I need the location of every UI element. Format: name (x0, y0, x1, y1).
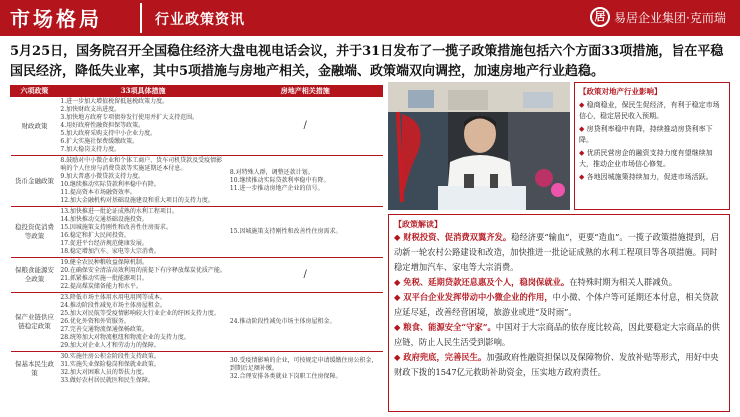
interpretation-body: 中小微、个体户等可延期还本付息，相关贷款应延尽延，改善经营困境，旅游业或进“及时雨”。 (394, 292, 719, 317)
table-row (11, 293, 383, 352)
header-bar (0, 0, 740, 36)
diamond-bullet-icon: ◆ (394, 292, 404, 302)
real-estate-measures: 8.对特殊人群，调整还款计划。 10.继续推动实际贷款利率稳中有降。 11.进一步推动房地产企业的信号。 (228, 156, 383, 207)
impact-item (579, 124, 725, 146)
real-estate-measures: 30.受疫情影响的企业，可按规定申请缓缴住房公积金，到期后足额补缴。 32.合理安排各类就业下岗职工住房保障。 (228, 352, 383, 387)
policy-measures: 23.降低市场主体用水用电用网等成本。 24.推动阶段性减免市场主体房屋租金。 25.加大对民航等受疫情影响较大行业企业的纾困支持力度。 26.优化外资和外贸服务。 27.完善交通物流保通保畅政策。 28.统筹加大对物流枢纽和物流企业的支持力度。 29.加大对企业人才和劳动力的保障。 (58, 293, 228, 352)
policy-measures: 1.进一步加大增值税留抵退税政策力度。 2.加快财政支出进度。 3.加快地方政府专项债券发行使用并扩大支持范围。 4.用好政府性融资担保等政策。 5.加大政府采购支持中小企业力度。 6.扩大实施社保费缓缴政策。 7.加大稳岗支持力度。 (58, 97, 228, 156)
interpretation-paragraph (394, 320, 724, 350)
impact-box (574, 82, 730, 210)
impact-item (579, 172, 725, 183)
interpretation-body: 加强政府性融资担保以及保障物价、发放补贴等形式，用好中央财政下拨的1547亿元救助补助资金，压实地方政府责任。 (394, 352, 719, 377)
interpretation-body: 中国对于大宗商品的依存度比较高，因此要稳定大宗商品的供应链，防止人民生活受到影响。 (394, 322, 720, 347)
impact-item (579, 148, 725, 170)
page-subtitle: 行业政策资讯 (155, 12, 245, 28)
interpretation-title: 【政策解读】 (394, 219, 442, 229)
table-row (11, 352, 383, 387)
interpretation-paragraph (394, 275, 724, 290)
table-body (11, 97, 383, 387)
header-divider (140, 3, 142, 33)
policy-table (10, 85, 383, 386)
table-header-measures: 33项具体措施 (58, 86, 228, 97)
diamond-bullet-icon: ◆ (579, 149, 587, 157)
real-estate-measures: 24.推动阶段性减免市场主体房屋租金。 (228, 293, 383, 352)
meeting-photo (388, 82, 570, 210)
diamond-bullet-icon: ◆ (394, 352, 404, 362)
real-estate-measures: 15.因城施策支持刚性和改善性住房需求。 (228, 207, 383, 258)
interpretation-heading: 粮食、能源安全“守家”。 (403, 322, 496, 332)
interpretation-box (388, 214, 730, 412)
interpretation-body: 在特殊时期为相关人群减负。 (569, 277, 678, 287)
interpretation-heading: 免税、延期贷款还息惠及个人，稳岗保就业。 (403, 277, 570, 287)
diamond-bullet-icon: ◆ (579, 101, 587, 109)
real-estate-measures: / (228, 258, 383, 293)
diamond-bullet-icon: ◆ (394, 232, 404, 242)
policy-category: 财政政策 (11, 97, 59, 156)
policy-category: 稳投资促消费等政策 (11, 207, 59, 258)
policy-category: 保基本民生政策 (11, 352, 59, 387)
impact-list (579, 100, 725, 183)
interpretation-heading: 双平台企业发挥带动中小微企业的作用， (403, 292, 553, 302)
impact-item-text: 各地因城施策持续加力，促进市场活跃。 (586, 173, 713, 181)
logo-icon: 居 (590, 7, 610, 27)
policy-category: 保产业链供应链稳定政策 (11, 293, 59, 352)
company-logo (590, 7, 730, 29)
lead-paragraph: 5月25日，国务院召开全国稳住经济大盘电视电话会议，并于31日发布了一揽子政策措施包括六个方面33项措施，旨在平稳国民经济，降低失业率，其中5项措施与房地产相关，金融端、政策端双向调控，加速房地产行业趋稳。 (10, 44, 724, 79)
table-header-related: 房地产相关措施 (228, 86, 383, 97)
impact-item-text: 房贷利率稳中有降，持续推动房贷利率下降。 (579, 125, 713, 144)
diamond-bullet-icon: ◆ (394, 277, 404, 287)
impact-box-title: 【政策对地产行业影响】 (579, 87, 662, 96)
diamond-bullet-icon: ◆ (394, 322, 404, 332)
table-row (11, 258, 383, 293)
diamond-bullet-icon: ◆ (579, 173, 587, 181)
interpretation-heading: 政府兜底，完善民生。 (403, 352, 487, 362)
real-estate-measures: / (228, 97, 383, 156)
table-row (11, 156, 383, 207)
policy-category: 保粮食能源安全政策 (11, 258, 59, 293)
policy-measures: 13.加快推进一批论证成熟的水利工程项目。 14.加快推动交通基础设施投资。 15.因城施策支持刚性和改善性住房需求。 16.稳定和扩大民间投资。 17.促进平台经济规范健康发展。 18.稳定增加汽车、家电等大宗消费。 (58, 207, 228, 258)
meeting-photo-illustration (388, 82, 570, 210)
interpretation-body: 稳经济要“输血”，更要“造血”。一揽子政策措施提到，启动新一轮农村公路建设和改造，加快推进一批论证成熟的水利工程项目等各项措施。同时稳定增加汽车、家电等大宗消费。 (394, 232, 719, 272)
interpretation-paragraph (394, 230, 724, 275)
policy-measures: 19.健全农民种粮收益保障机制。 20.在确保安全清洁高效利用的前提下有序释放煤炭优质产能。 21.抓紧推动实施一批能源项目。 22.提高煤炭储备能力和水平。 (58, 258, 228, 293)
table-row (11, 97, 383, 156)
impact-item-text: 优质民营房企的融资支持力度有望继续加大，推动企业市场信心修复。 (579, 149, 713, 168)
policy-measures: 8.鼓励对中小微企业和个体工商户、货车司机贷款及受疫情影响的个人住房与消费贷款等实施延期还本付息。 9.加大普惠小微贷款支持力度。 10.继续推动实际贷款利率稳中有降。 11.提高资本市场融资效率。 12.加大金融机构对基础设施建设和重大项目的支持力度。 (58, 156, 228, 207)
policy-measures: 30.实施住房公积金阶段性支持政策。 31.实施失业保险稳岗和保就业政策。 32.加大对困难人员的帮扶力度。 33.做好农村居民就医和民生保障。 (58, 352, 228, 387)
table-header-category: 六项政策 (11, 86, 59, 97)
interpretation-list (394, 230, 724, 380)
interpretation-paragraph (394, 290, 724, 320)
table-row (11, 207, 383, 258)
logo-text: 易居企业集团·克而瑞 (614, 11, 726, 25)
diamond-bullet-icon: ◆ (579, 125, 587, 133)
interpretation-heading: 财税投资、促消费双翼齐发。 (403, 232, 512, 242)
page-title: 市场格局 (10, 7, 102, 31)
impact-item (579, 100, 725, 122)
impact-item-text: 稳商稳业，保民生促经济，有利于稳定市场信心，稳定居民收入预期。 (579, 101, 720, 120)
interpretation-paragraph (394, 350, 724, 380)
policy-category: 货币金融政策 (11, 156, 59, 207)
table-header-row (11, 86, 383, 97)
